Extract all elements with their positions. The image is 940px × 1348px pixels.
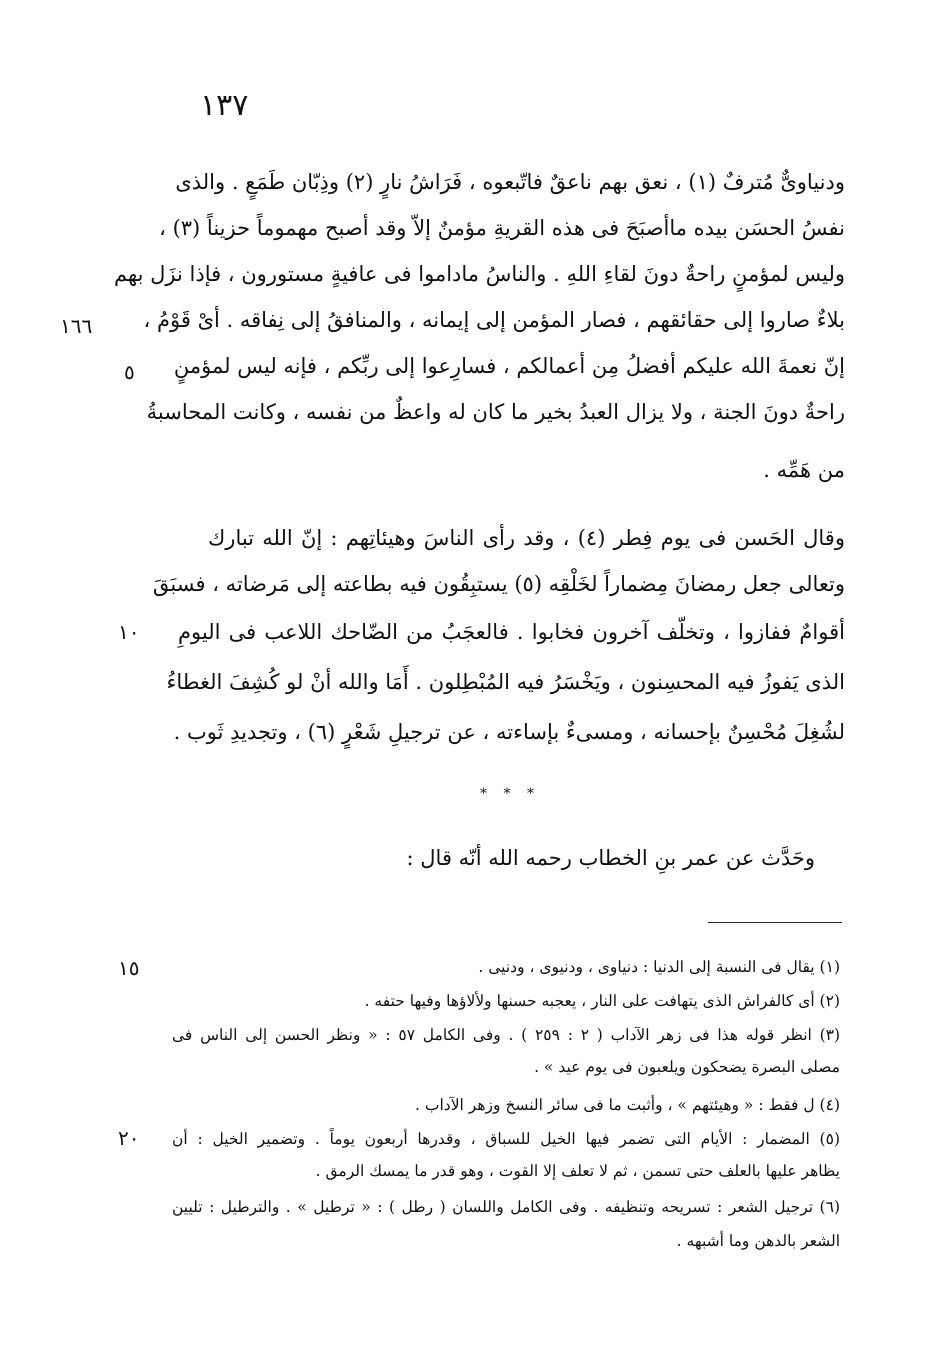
footnote-4: (٤) ل فقط : « وهيئتهم » ، وأثبت ما فى سائر النسخ وزهر الآداب . xyxy=(415,1096,840,1114)
text-line: لشُغِلَ مُحْسِنٌ بإحسانه ، ومسىءٌ بإساءته ، عن ترجيلِ شَعْرٍ (٦) ، وتجديدِ ثَوب . xyxy=(173,720,845,744)
margin-paragraph-number: ١٦٦ xyxy=(60,314,93,338)
text-line: إنّ نعمةَ الله عليكم أفضلُ مِن أعمالكم ، فسارِعوا إلى ربِّكم ، فإنه ليس لمؤمنٍ xyxy=(173,354,845,378)
footnote-1: (١) يقال فى النسبة إلى الدنيا : دنياوى ، ودنيوى ، ودنيى . xyxy=(478,958,840,976)
text-line: أقوامٌ ففازوا ، وتخلّف آخرون فخابوا . فالعجَبُ من الضّاحك اللاعب فى اليومِ xyxy=(178,620,845,644)
margin-line-number: ٢٠ xyxy=(118,1126,140,1150)
text-line: بلاءٌ صاروا إلى حقائقهم ، فصار المؤمن إلى إيمانه ، والمنافقُ إلى نِفاقه . أىْ قَوْمُ ، xyxy=(143,308,845,332)
footnote-6-line-2: الشعر بالدهن وما أشبهه . xyxy=(676,1232,840,1250)
footnote-rule xyxy=(708,922,842,923)
text-line: راحةٌ دونَ الجنة ، ولا يزال العبدُ بخير ما كان له واعظٌ من نفسه ، وكانت المحاسبةُ xyxy=(146,400,845,424)
footnote-3-line-2: مصلى البصرة يضحكون ويلعبون فى يوم عيد » . xyxy=(534,1058,840,1076)
footnote-2: (٢) أى كالفراش الذى يتهافت على النار ، يعجبه حسنها ولألاؤها وفيها حتفه . xyxy=(364,992,840,1010)
footnote-6-line-1: (٦) ترجيل الشعر : تسريحه وتنظيفه . وفى الكامل واللسان ( رطل ) : « ترطيل » . والترطيل : تليين xyxy=(172,1198,840,1216)
text-line: وتعالى جعل رمضانَ مِضماراً لخَلْقِه (٥) يستبِقُون فيه بطاعته إلى مَرضاته ، فسبَقَ xyxy=(152,572,845,596)
margin-line-number: ٥ xyxy=(124,360,135,384)
margin-line-number: ١٥ xyxy=(118,956,140,980)
footnote-5-line-1: (٥) المضمار : الأيام التى تضمر فيها الخيل للسباق ، وقدرها أربعون يوماً . وتضمير الخيل : أن xyxy=(172,1130,840,1148)
page-number: ١٣٧ xyxy=(200,88,249,123)
text-line: ودنياوىٌّ مُترفٌ (١) ، نعق بهم ناعقٌ فاتّبعوه ، فَرَاشُ نارٍ (٢) وذِبّان طَمَعٍ . والذى xyxy=(175,170,845,194)
section-separator: * * * xyxy=(480,786,540,802)
footnote-3-line-1: (٣) انظر قوله هذا فى زهر الآداب ( ٢ : ٢٥٩ ) . وفى الكامل ٥٧ : « ونظر الحسن إلى الناس فى xyxy=(172,1026,841,1044)
text-line: الذى يَفوزُ فيه المحسِنون ، ويَخْسَرُ فيه المُبْطِلون . أَمَا والله أنْ لو كُشِفَ الغطاءُ xyxy=(166,670,845,694)
footnote-5-line-2: يظاهر عليها بالعلف حتى تسمن ، ثم لا تعلف إلا القوت ، وهو قدر ما يمسك الرمق . xyxy=(315,1162,840,1180)
text-line: وقال الحَسن فى يوم فِطر (٤) ، وقد رأى الناسَ وهيئاتِهم : إنّ الله تبارك xyxy=(208,526,845,550)
margin-line-number: ١٠ xyxy=(118,620,140,644)
text-line: من هَمِّه . xyxy=(763,458,845,482)
text-line: نفسُ الحسَن بيده ماأصبَحَ فى هذه القريةِ مؤمنٌ إلاّ وقد أصبح مهموماً حزيناً (٣) ، xyxy=(159,216,845,240)
paragraph-3: وحَدَّث عن عمر بنِ الخطاب رحمه الله أنّه قال : xyxy=(406,846,815,870)
text-line: وليس لمؤمنٍ راحةٌ دونَ لقاءِ اللهِ . والناسُ ماداموا فى عافيةٍ مستورون ، فإذا نزَل بهم xyxy=(113,262,845,286)
